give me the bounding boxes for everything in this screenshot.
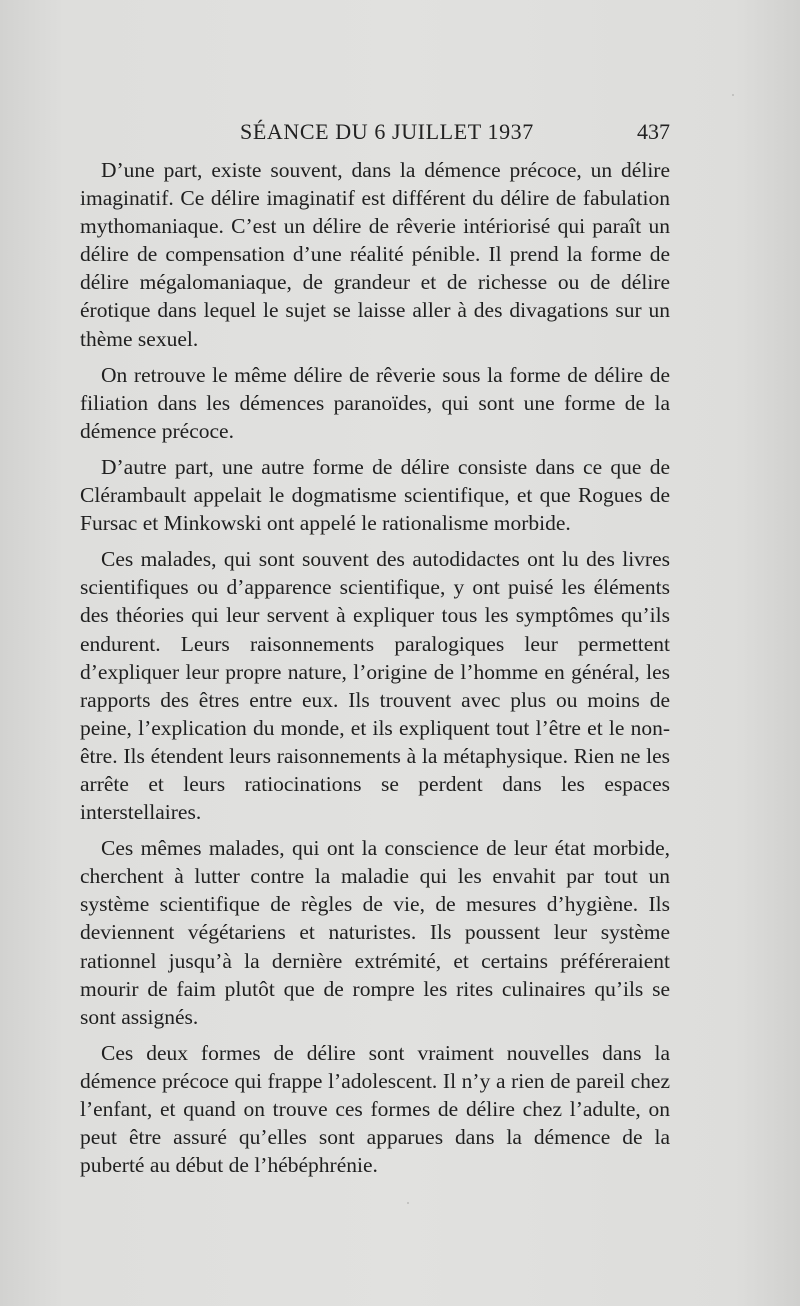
paragraph-1: D’une part, existe souvent, dans la démence précoce, un délire imaginatif. Ce délire imaginatif est différent du délire de fabulation mythomaniaque. C’est un délire de rêverie intériorisé qui paraît un délire de compensation d’une réalité pénible. Il prend la forme de délire mégalomaniaque, de grandeur et de richesse ou de délire érotique dans lequel le sujet se laisse aller à des divagations sur un thème sexuel. bbox=[80, 158, 670, 351]
page-number: 437 bbox=[637, 119, 670, 144]
body-text bbox=[80, 156, 670, 1187]
paragraph-5: Ces mêmes malades, qui ont la conscience de leur état morbide, cherchent à lutter contre la maladie qui les envahit par tout un système scientifique de règles de vie, de mesures d’hygiène. Ils deviennent végétariens et naturistes. Ils poussent leur système rationnel jusqu’à la dernière extrémité, et certains préféreraient mourir de faim plutôt que de rompre les rites culinaires qu’ils se sont assignés. bbox=[80, 836, 670, 1029]
paragraph-6: Ces deux formes de délire sont vraiment nouvelles dans la démence précoce qui frappe l’adolescent. Il n’y a rien de pareil chez l’enfant, et quand on trouve ces formes de délire chez l’adulte, on peut être assuré qu’elles sont apparues dans la démence de la puberté au début de l’hébéphrénie. bbox=[80, 1040, 670, 1178]
paragraph-4: Ces malades, qui sont souvent des autodidactes ont lu des livres scientifiques ou d’apparence scientifique, y ont puisé les éléments des théories qui leur servent à expliquer tous les symptômes qu’ils endurent. Leurs raisonnements paralogiques leur permettent d’expliquer leur propre nature, l’origine de l’homme en général, les rapports des êtres entre eux. Ils trouvent avec plus ou moins de peine, l’explication du monde, et ils expliquent tout l’être et le non-être. Ils étendent leurs raisonnements à la métaphysique. Rien ne les arrête et leurs ratiocinations se perdent dans les espaces interstellaires. bbox=[80, 547, 670, 825]
running-title: SÉANCE DU 6 JUILLET 1937 bbox=[240, 119, 534, 144]
running-header bbox=[80, 119, 670, 149]
paragraph-3: D’autre part, une autre forme de délire consiste dans ce que de Clérambault appelait le dogmatisme scientifique, et que Rogues de Fursac et Minkowski ont appelé le rationalisme morbide. bbox=[80, 454, 670, 536]
paper-speck bbox=[732, 94, 734, 96]
paragraph-2: On retrouve le même délire de rêverie sous la forme de délire de filiation dans les démences paranoïdes, qui sont une forme de la démence précoce. bbox=[80, 362, 670, 443]
paper-speck bbox=[407, 1202, 409, 1204]
